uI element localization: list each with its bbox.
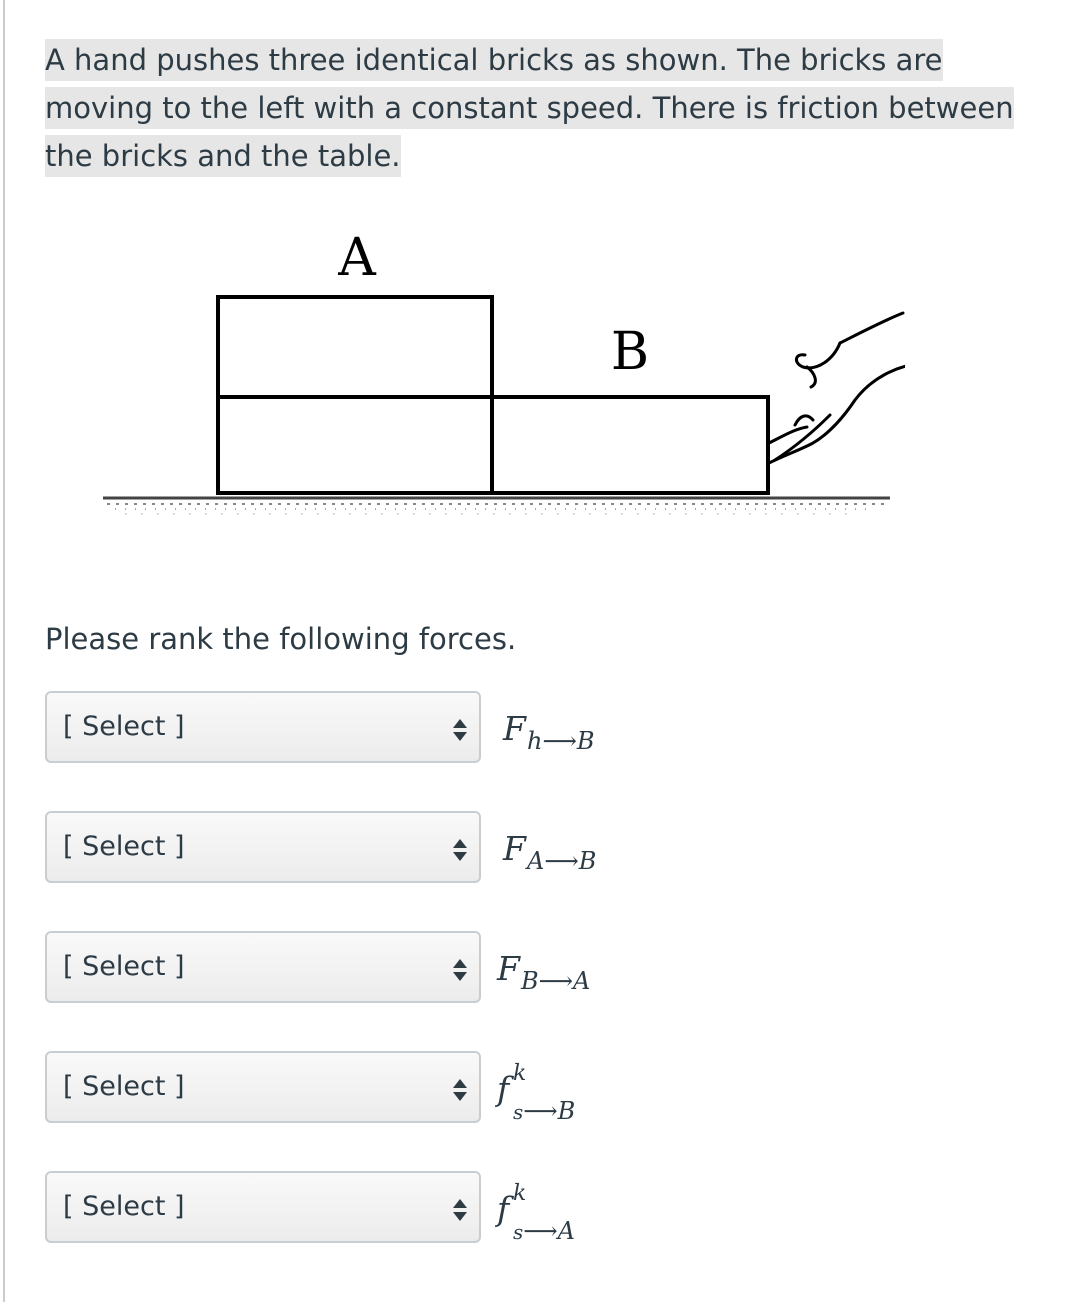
force-label-a-on-b	[503, 823, 663, 883]
brick-bottom-left	[218, 397, 492, 493]
force-subscript: s⟶A	[513, 1217, 576, 1245]
select-value: [ Select ]	[63, 1071, 185, 1102]
rank-select[interactable]	[45, 931, 481, 1003]
select-arrows-icon	[453, 1199, 467, 1221]
select-arrows-icon	[453, 839, 467, 861]
force-subscript: s⟶B	[513, 1097, 576, 1125]
force-label-friction-on-b	[497, 1063, 657, 1123]
bricks-figure	[95, 215, 905, 535]
force-symbol: F	[503, 709, 526, 748]
rank-row	[45, 1051, 665, 1127]
select-arrows-icon	[453, 719, 467, 741]
force-label-b-on-a	[497, 943, 657, 1003]
force-subscript: B⟶A	[521, 967, 591, 995]
brick-a-top	[218, 297, 492, 397]
page-left-border	[3, 0, 5, 1302]
hand-icon	[769, 313, 905, 463]
select-value: [ Select ]	[63, 1191, 185, 1222]
rank-row	[45, 811, 665, 887]
select-value: [ Select ]	[63, 711, 185, 742]
force-subscript: h⟶B	[527, 727, 595, 755]
force-superscript: k	[513, 1181, 527, 1206]
question-highlight: A hand pushes three identical bricks as shown. The bricks are moving to the left with a constant speed. There is friction between the bricks and the table.	[45, 39, 1014, 177]
force-label-hand-on-b	[503, 703, 663, 763]
force-label-friction-on-a	[497, 1183, 657, 1243]
rank-row	[45, 931, 665, 1007]
force-symbol: F	[503, 829, 526, 868]
rank-select[interactable]	[45, 691, 481, 763]
select-value: [ Select ]	[63, 951, 185, 982]
select-arrows-icon	[453, 959, 467, 981]
select-value: [ Select ]	[63, 831, 185, 862]
brick-b	[492, 397, 768, 493]
question-text	[45, 36, 1035, 180]
table-surface	[103, 498, 890, 514]
rank-prompt: Please rank the following forces.	[45, 622, 517, 656]
rank-select[interactable]	[45, 1171, 481, 1243]
force-symbol: f	[497, 1069, 510, 1108]
rank-select[interactable]	[45, 1051, 481, 1123]
brick-label-b: B	[610, 322, 650, 382]
brick-label-a: A	[338, 228, 376, 288]
force-subscript: A⟶B	[527, 847, 597, 875]
rank-row	[45, 1171, 665, 1247]
force-superscript: k	[513, 1061, 527, 1086]
force-symbol: f	[497, 1189, 510, 1228]
rank-select[interactable]	[45, 811, 481, 883]
rank-row	[45, 691, 665, 767]
force-symbol: F	[497, 949, 520, 988]
select-arrows-icon	[453, 1079, 467, 1101]
